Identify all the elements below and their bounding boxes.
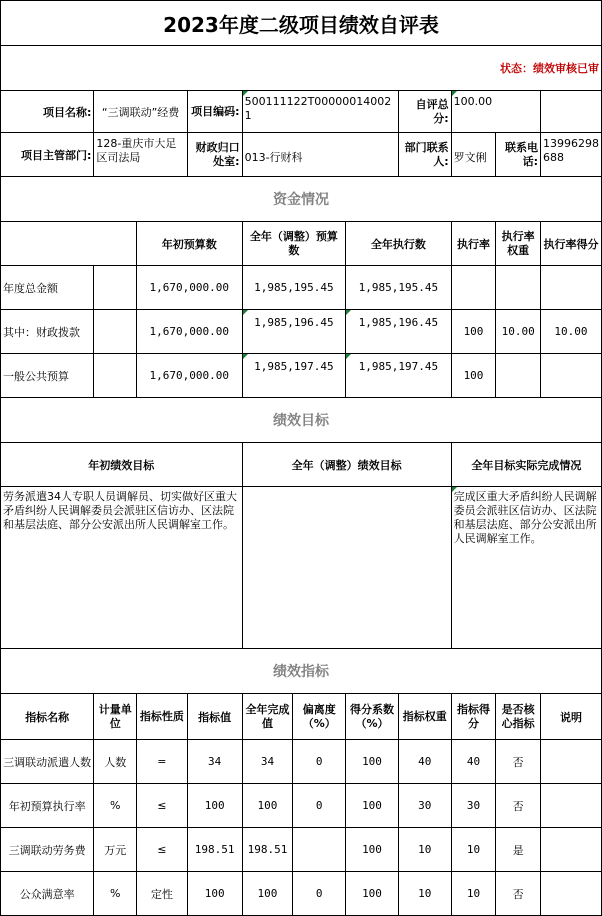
ind-done: 100 (242, 872, 293, 916)
ind-coef: 100 (346, 872, 399, 916)
ind-header-dev: 偏离度（%） (293, 694, 346, 740)
contact-label: 部门联系人: (398, 133, 451, 177)
funds-row-adjusted: 1,985,197.45 (242, 354, 346, 398)
ind-core: 否 (496, 872, 541, 916)
empty-cell (94, 266, 137, 310)
finance-label: 财政归口处室: (187, 133, 242, 177)
ind-score: 10 (451, 872, 496, 916)
funds-section-title: 资金情况 (1, 177, 602, 222)
ind-note (540, 784, 601, 828)
goals-adjusted-text (242, 487, 451, 649)
ind-header-coef: 得分系数（%） (346, 694, 399, 740)
funds-header-weight: 执行率权重 (496, 222, 541, 266)
ind-note (540, 828, 601, 872)
dept-value: 128-重庆市大足区司法局 (94, 133, 187, 177)
funds-header-executed: 全年执行数 (346, 222, 452, 266)
ind-unit: % (94, 784, 137, 828)
funds-row (1, 354, 602, 398)
ind-weight: 10 (398, 828, 451, 872)
ind-name: 公众满意率 (1, 872, 94, 916)
ind-target: 34 (187, 740, 242, 784)
empty-cell (94, 310, 137, 354)
indicator-row (1, 872, 602, 916)
ind-header-weight: 指标权重 (398, 694, 451, 740)
ind-weight: 10 (398, 872, 451, 916)
goals-actual-text: 完成区重大矛盾纠纷人民调解委员会派驻区信访办、区法院和基层法庭、部分公安派出所人民调解室工作。 (451, 487, 601, 649)
ind-target: 198.51 (187, 828, 242, 872)
score-value: 100.00 (451, 91, 540, 133)
project-name-label: 项目名称: (1, 91, 94, 133)
finance-value: 013-行财科 (242, 133, 398, 177)
goals-header-initial: 年初绩效目标 (1, 443, 243, 487)
contact-value: 罗文俐 (451, 133, 496, 177)
score-label: 自评总分: (398, 91, 451, 133)
funds-row-initial: 1,670,000.00 (137, 310, 243, 354)
project-code-label: 项目编码: (187, 91, 242, 133)
ind-dev: 0 (293, 872, 346, 916)
project-code-value: 500111122T000000140021 (242, 91, 398, 133)
ind-dev (293, 828, 346, 872)
funds-row-name: 一般公共预算 (1, 354, 94, 398)
indicator-row (1, 740, 602, 784)
indicator-row (1, 784, 602, 828)
funds-row-rate: 100 (451, 354, 496, 398)
ind-done: 198.51 (242, 828, 293, 872)
ind-target: 100 (187, 784, 242, 828)
funds-row-initial: 1,670,000.00 (137, 266, 243, 310)
ind-target: 100 (187, 872, 242, 916)
funds-row-name: 年度总金额 (1, 266, 94, 310)
funds-row-executed: 1,985,196.45 (346, 310, 452, 354)
ind-nature: ≤ (137, 784, 188, 828)
funds-row-score: 10.00 (540, 310, 601, 354)
ind-name: 三调联动劳务费 (1, 828, 94, 872)
ind-header-core: 是否核心指标 (496, 694, 541, 740)
funds-row-executed: 1,985,197.45 (346, 354, 452, 398)
ind-header-nature: 指标性质 (137, 694, 188, 740)
phone-value: 13996298688 (540, 133, 601, 177)
ind-unit: 万元 (94, 828, 137, 872)
ind-unit: % (94, 872, 137, 916)
ind-name: 年初预算执行率 (1, 784, 94, 828)
page-title: 2023年度二级项目绩效自评表 (1, 1, 602, 46)
empty-cell (94, 354, 137, 398)
ind-nature: 定性 (137, 872, 188, 916)
goals-header-adjusted: 全年（调整）绩效目标 (242, 443, 451, 487)
ind-note (540, 740, 601, 784)
ind-core: 是 (496, 828, 541, 872)
funds-row-name: 其中：财政拨款 (1, 310, 94, 354)
indicator-row (1, 828, 602, 872)
funds-row-adjusted: 1,985,195.45 (242, 266, 346, 310)
funds-row-weight (496, 354, 541, 398)
goals-initial-text: 劳务派遣34人专职人员调解员、切实做好区重大矛盾纠纷人民调解委员会派驻区信访办、区法院和基层法庭、部分公安派出所人民调解室工作。 (1, 487, 243, 649)
ind-weight: 30 (398, 784, 451, 828)
ind-dev: 0 (293, 740, 346, 784)
funds-row-executed: 1,985,195.45 (346, 266, 452, 310)
ind-nature: ≤ (137, 828, 188, 872)
ind-dev: 0 (293, 784, 346, 828)
ind-nature: = (137, 740, 188, 784)
funds-header-blank (1, 222, 137, 266)
ind-header-target: 指标值 (187, 694, 242, 740)
ind-score: 10 (451, 828, 496, 872)
funds-row (1, 266, 602, 310)
funds-row-rate (451, 266, 496, 310)
funds-row-initial: 1,670,000.00 (137, 354, 243, 398)
funds-row-score (540, 266, 601, 310)
funds-row-weight (496, 266, 541, 310)
ind-core: 否 (496, 740, 541, 784)
project-name-value: “三调联动”经费 (94, 91, 187, 133)
goals-section-title: 绩效目标 (1, 398, 602, 443)
ind-unit: 人数 (94, 740, 137, 784)
ind-coef: 100 (346, 828, 399, 872)
funds-row-adjusted: 1,985,196.45 (242, 310, 346, 354)
ind-score: 40 (451, 740, 496, 784)
ind-core: 否 (496, 784, 541, 828)
ind-weight: 40 (398, 740, 451, 784)
goals-header-actual: 全年目标实际完成情况 (451, 443, 601, 487)
ind-coef: 100 (346, 740, 399, 784)
funds-row (1, 310, 602, 354)
ind-name: 三调联动派遣人数 (1, 740, 94, 784)
ind-header-score: 指标得分 (451, 694, 496, 740)
ind-done: 100 (242, 784, 293, 828)
funds-row-rate: 100 (451, 310, 496, 354)
funds-row-score (540, 354, 601, 398)
status-badge: 状态：绩效审核已审 (1, 46, 602, 91)
ind-header-done: 全年完成值 (242, 694, 293, 740)
funds-row-weight: 10.00 (496, 310, 541, 354)
funds-header-adjusted: 全年（调整）预算数 (242, 222, 346, 266)
funds-header-initial: 年初预算数 (137, 222, 243, 266)
phone-label: 联系电话: (496, 133, 541, 177)
ind-header-note: 说明 (540, 694, 601, 740)
ind-header-unit: 计量单位 (94, 694, 137, 740)
indicators-section-title: 绩效指标 (1, 649, 602, 694)
funds-header-score: 执行率得分 (540, 222, 601, 266)
ind-done: 34 (242, 740, 293, 784)
ind-header-name: 指标名称 (1, 694, 94, 740)
ind-coef: 100 (346, 784, 399, 828)
empty-cell (540, 91, 601, 133)
ind-note (540, 872, 601, 916)
funds-header-rate: 执行率 (451, 222, 496, 266)
dept-label: 项目主管部门: (1, 133, 94, 177)
ind-score: 30 (451, 784, 496, 828)
